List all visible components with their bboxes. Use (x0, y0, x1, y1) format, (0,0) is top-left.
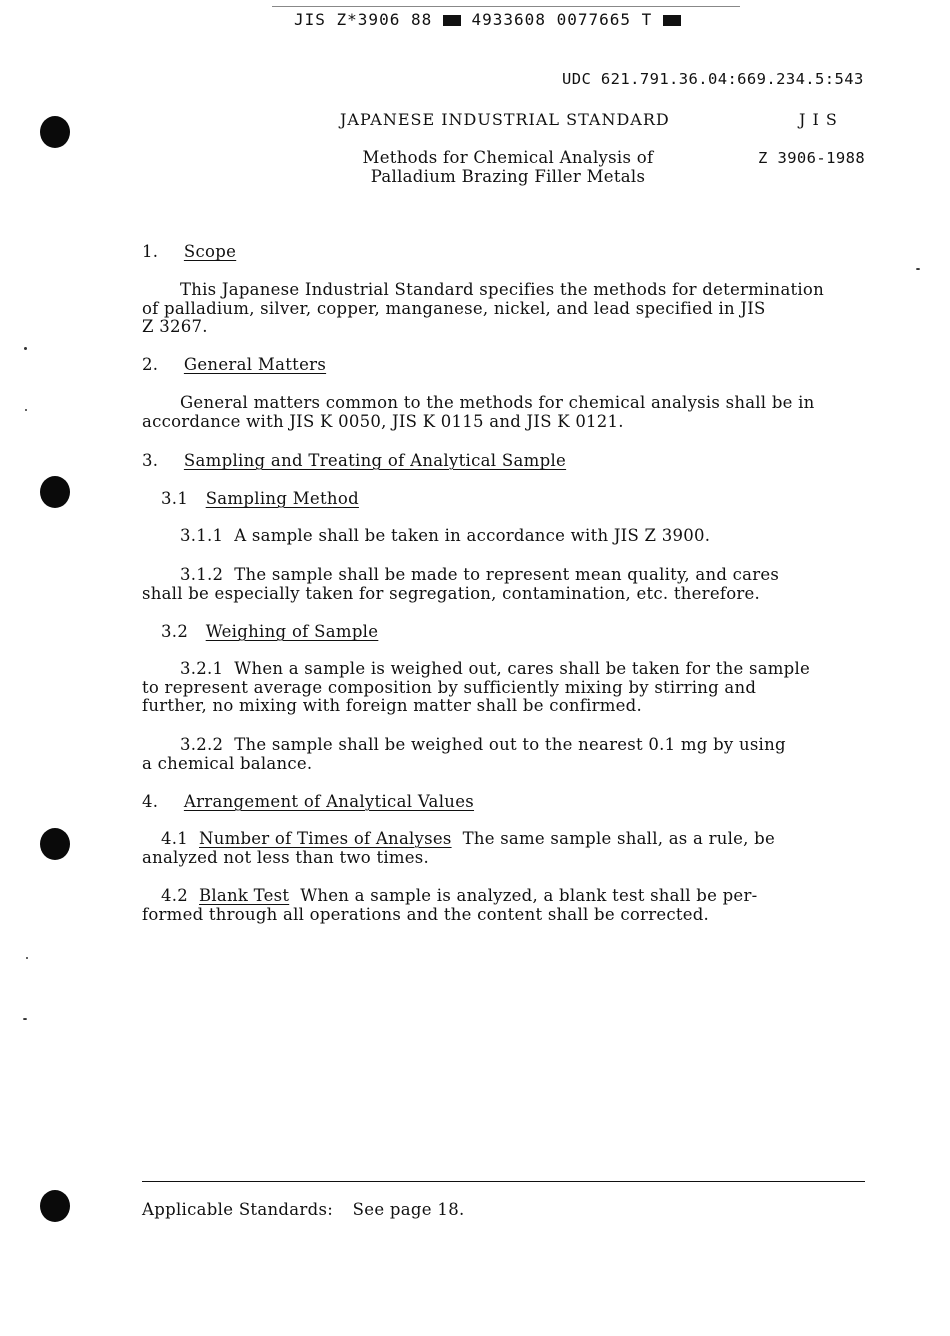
clause-text: A sample shall be taken in accordance with JIS Z 3900. (234, 526, 711, 545)
paragraph-line (142, 566, 882, 585)
udc-number: UDC 621.791.36.04:669.234.5:543 (562, 70, 864, 88)
paragraph-line: accordance with JIS K 0050, JIS K 0115 and JIS K 0121. (142, 411, 624, 431)
subsection-3-2-heading (161, 622, 378, 641)
subsection-title: Number of Times of Analyses (199, 829, 452, 848)
subsection-4-2 (142, 887, 882, 924)
clause-text: When a sample is weighed out, cares shall be taken for the sample (234, 659, 811, 678)
clause-3-2-2 (142, 736, 882, 773)
jis-mark: J I S (799, 110, 838, 129)
clause-3-2-1 (142, 660, 882, 716)
binder-hole-3 (40, 828, 70, 860)
subsection-title: Weighing of Sample (205, 622, 379, 641)
clause-number: 3.2.2 (180, 735, 224, 754)
footer-text: See page 18. (352, 1200, 465, 1219)
footer-label: Applicable Standards: (142, 1200, 334, 1219)
section-1-heading (142, 242, 236, 261)
paragraph-line: shall be especially taken for segregation, contamination, etc. therefore. (142, 583, 761, 603)
print-header-rule (272, 6, 740, 7)
clause-3-1-1 (142, 527, 882, 546)
subsection-number: 4.2 (161, 886, 188, 905)
paragraph-line: formed through all operations and the content shall be corrected. (142, 904, 710, 924)
section-3-heading (142, 451, 566, 470)
section-number: 3. (142, 451, 159, 470)
subsection-text: The same sample shall, as a rule, be (462, 829, 775, 848)
print-header-code-2: 4933608 0077665 T (471, 10, 653, 29)
clause-3-1-2 (142, 566, 882, 603)
document-title (336, 148, 680, 186)
scan-speck (916, 268, 920, 270)
subsection-4-1 (142, 830, 882, 867)
paragraph-line: a chemical balance. (142, 753, 313, 773)
clause-number: 3.2.1 (180, 659, 224, 678)
paragraph-line (142, 887, 882, 906)
clause-text: The sample shall be weighed out to the nearest 0.1 mg by using (234, 735, 786, 754)
scan-speck (23, 1018, 27, 1020)
clause-number: 3.1.2 (180, 565, 224, 584)
redaction-block (443, 15, 461, 26)
subsection-number: 3.2 (161, 622, 189, 641)
print-header-code: JIS Z*3906 88 (294, 10, 433, 29)
standard-type: JAPANESE INDUSTRIAL STANDARD (340, 110, 670, 129)
paragraph-line: Z 3267. (142, 317, 208, 336)
subsection-number: 4.1 (161, 829, 188, 848)
subsection-3-1-heading (161, 489, 359, 508)
subsection-title: Blank Test (199, 886, 290, 905)
binder-hole-4 (40, 1190, 70, 1222)
binder-hole-2 (40, 476, 70, 508)
scan-speck (24, 347, 27, 350)
scan-speck (25, 409, 27, 411)
section-number: 1. (142, 242, 159, 261)
redaction-block (663, 15, 681, 26)
title-line-1: Methods for Chemical Analysis of (362, 148, 654, 167)
subsection-title: Sampling Method (205, 489, 359, 508)
paragraph-line: General matters common to the methods for chemical analysis shall be in (180, 393, 815, 412)
subsection-number: 3.1 (161, 489, 189, 508)
paragraph-line: of palladium, silver, copper, manganese, nickel, and lead specified in JIS (142, 298, 766, 318)
section-title: Arrangement of Analytical Values (183, 792, 475, 811)
paragraph-line (142, 830, 882, 849)
scan-speck (26, 957, 28, 959)
standard-number: Z 3906-1988 (758, 149, 866, 167)
section-title: Sampling and Treating of Analytical Sample (183, 451, 567, 470)
subsection-text: When a sample is analyzed, a blank test shall be per- (300, 886, 758, 905)
paragraph-line (142, 527, 882, 546)
title-line-2: Palladium Brazing Filler Metals (370, 167, 646, 186)
paragraph-line: analyzed not less than two times. (142, 847, 430, 867)
paragraph-line (142, 736, 882, 755)
section-title: Scope (183, 242, 237, 261)
clause-number: 3.1.1 (180, 526, 224, 545)
print-header (294, 10, 681, 29)
paragraph-line: This Japanese Industrial Standard specifies the methods for determination (180, 280, 824, 299)
clause-text: The sample shall be made to represent mean quality, and cares (234, 565, 780, 584)
section-4-heading (142, 792, 474, 811)
footer-rule (142, 1181, 865, 1182)
footer-note (142, 1200, 465, 1219)
section-2-body (142, 394, 882, 431)
section-1-body (142, 281, 882, 337)
paragraph-line (142, 660, 882, 679)
section-number: 4. (142, 792, 159, 811)
section-number: 2. (142, 355, 159, 374)
paragraph-line: further, no mixing with foreign matter shall be confirmed. (142, 696, 642, 715)
binder-hole-1 (40, 116, 70, 148)
section-title: General Matters (183, 355, 327, 374)
section-2-heading (142, 355, 326, 374)
paragraph-line: to represent average composition by sufficiently mixing by stirring and (142, 677, 757, 697)
